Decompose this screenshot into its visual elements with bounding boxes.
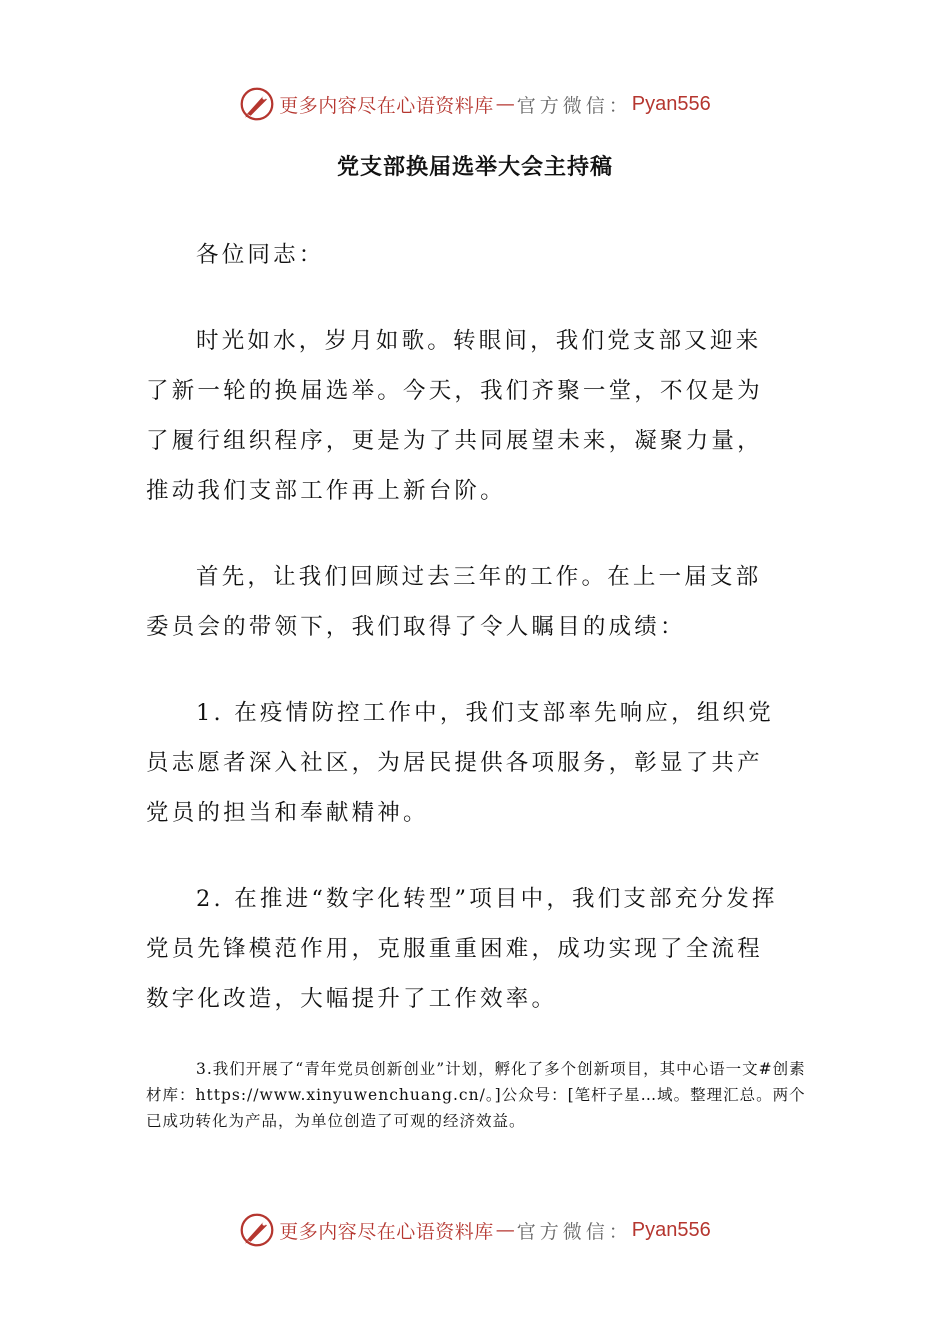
banner-wechat-id: Pyan556 — [631, 1218, 711, 1241]
paragraph-item-1: 1. 在疫情防控工作中，我们支部率先响应，组织党员志愿者深入社区，为居民提供各项服务，彰显了共产党员的担当和奉献精神。 — [146, 700, 774, 826]
pen-nib-logo-icon — [239, 1212, 275, 1248]
footer-banner — [0, 1208, 950, 1252]
banner-wechat-id: Pyan556 — [631, 92, 711, 115]
pen-nib-logo-icon — [239, 86, 275, 122]
banner-separator: — — [495, 1219, 515, 1241]
paragraph-item-2: 2. 在推进“数字化转型”项目中，我们支部充分发挥党员先锋模范作用，克服重重困难，成功实现了全流程数字化改造，大幅提升了工作效率。 — [146, 886, 778, 1012]
banner-separator: — — [495, 93, 515, 115]
paragraph-review: 首先，让我们回顾过去三年的工作。在上一届支部委员会的带领下，我们取得了令人瞩目的成绩： — [146, 564, 762, 640]
banner-site-text: 更多内容尽在心语资料库 — [279, 94, 494, 117]
header-banner — [0, 82, 950, 126]
paragraph-intro: 时光如水，岁月如歌。转眼间，我们党支部又迎来了新一轮的换届选举。今天，我们齐聚一堂，不仅是为了履行组织程序，更是为了共同展望未来，凝聚力量，推动我们支部工作再上新台阶。 — [146, 328, 763, 504]
banner-wechat-label: 官方微信： — [516, 1220, 632, 1243]
paragraph-item-3: 3.我们开展了“青年党员创新创业”计划，孵化了多个创新项目，其中心语一文#创素材库：https://www.xinyuwenchuang.cn/。]公众号：[笔杆子星…域。整理汇总。两个已成功转化为产品，为单位创造了可观的经济效益。 — [146, 1060, 806, 1130]
paragraph-greeting: 各位同志： — [196, 242, 325, 268]
document-body — [146, 230, 786, 1060]
banner-wechat-label: 官方微信： — [516, 94, 632, 117]
document-title: 党支部换届选举大会主持稿 — [336, 155, 613, 180]
banner-site-text: 更多内容尽在心语资料库 — [279, 1220, 494, 1243]
